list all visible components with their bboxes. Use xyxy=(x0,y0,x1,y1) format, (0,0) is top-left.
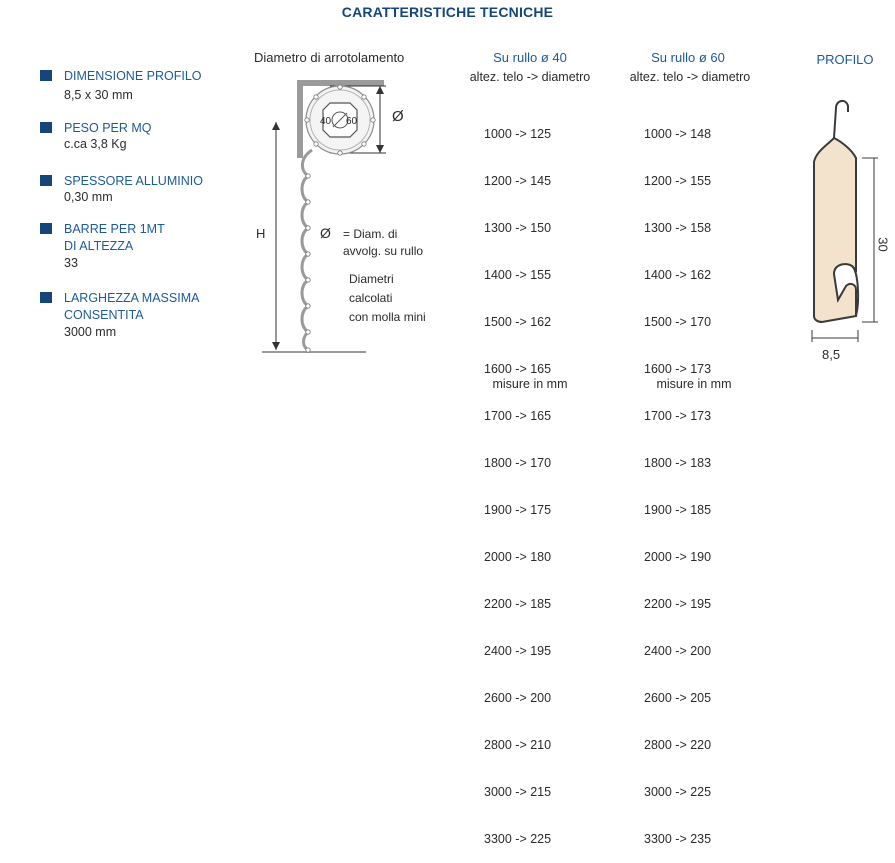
diagram-title: Diametro di arrotolamento xyxy=(254,50,405,65)
profile-width-label: 8,5 xyxy=(822,347,841,362)
spec-label-line1: LARGHEZZA MASSIMA xyxy=(64,291,200,305)
spec-value: 0,30 mm xyxy=(64,190,113,204)
list-item: 1200 -> 145 xyxy=(484,174,552,189)
legend-line2: avvolg. su rullo xyxy=(343,244,424,258)
list-item: 1700 -> 173 xyxy=(644,409,712,424)
height-label: H xyxy=(256,226,266,241)
list-item: 1800 -> 170 xyxy=(484,456,552,471)
spec-value: 8,5 x 30 mm xyxy=(64,88,133,102)
list-item: 2600 -> 200 xyxy=(484,690,552,705)
list-item: 1400 -> 155 xyxy=(484,268,552,283)
list-item: 1300 -> 150 xyxy=(484,221,552,236)
spec-label: SPESSORE ALLUMINIO xyxy=(64,174,203,188)
col40-subheading: altez. telo -> diametro xyxy=(469,70,591,84)
roller-label-40: 40 xyxy=(320,116,332,127)
list-item: 2400 -> 200 xyxy=(644,643,712,658)
list-item: 1000 -> 148 xyxy=(644,127,712,142)
list-item: 1600 -> 173 xyxy=(644,362,712,377)
spec-value: 33 xyxy=(64,256,78,270)
list-item: 2000 -> 190 xyxy=(644,550,712,565)
list-item: 1300 -> 158 xyxy=(644,221,712,236)
spec-value: c.ca 3,8 Kg xyxy=(64,137,127,151)
list-item: 1500 -> 162 xyxy=(484,315,552,330)
list-item: 2200 -> 195 xyxy=(644,597,712,611)
note-line2: calcolati xyxy=(349,291,393,305)
page-title: CARATTERISTICHE TECNICHE xyxy=(341,4,554,20)
list-item: 1900 -> 175 xyxy=(484,503,552,518)
list-item: 2600 -> 205 xyxy=(644,690,712,705)
list-item: 1000 -> 125 xyxy=(484,127,552,142)
list-item: 3000 -> 225 xyxy=(644,784,712,799)
spec-label: PESO PER MQ xyxy=(64,121,152,135)
col40-footer: misure in mm xyxy=(492,377,568,391)
spec-label-line1: BARRE PER 1MT xyxy=(64,222,165,236)
col60-footer: misure in mm xyxy=(656,377,732,391)
spec-label-line2: CONSENTITA xyxy=(64,308,144,322)
spec-value: 3000 mm xyxy=(64,325,117,339)
spec-label-line2: DI ALTEZZA xyxy=(64,239,134,253)
spec-label: DIMENSIONE PROFILO xyxy=(64,69,202,83)
col60-heading: Su rullo ø 60 xyxy=(651,50,725,65)
list-item: 2800 -> 220 xyxy=(644,737,712,752)
legend-diameter-symbol: Ø xyxy=(320,225,331,241)
list-item: 3300 -> 235 xyxy=(644,831,712,846)
col40-heading: Su rullo ø 40 xyxy=(493,50,567,65)
list-item: 2000 -> 180 xyxy=(484,550,552,565)
diameter-symbol: Ø xyxy=(392,108,404,125)
list-item: 2800 -> 210 xyxy=(484,737,552,752)
col60-subheading: altez. telo -> diametro xyxy=(629,70,751,84)
note-line3: con molla mini xyxy=(349,310,426,324)
list-item: 3300 -> 225 xyxy=(484,831,552,846)
roller-label-60: 60 xyxy=(346,116,358,127)
note-line1: Diametri xyxy=(349,272,394,286)
list-item: 1700 -> 165 xyxy=(484,409,552,424)
profile-heading: PROFILO xyxy=(816,52,874,67)
profile-height-label: 30 xyxy=(875,237,891,252)
legend-line1: = Diam. di xyxy=(343,227,398,241)
list-item: 1200 -> 155 xyxy=(644,174,712,189)
list-item: 1400 -> 162 xyxy=(644,268,712,283)
list-item: 1900 -> 185 xyxy=(644,503,712,518)
list-item: 1800 -> 183 xyxy=(644,456,712,471)
list-item: 1500 -> 170 xyxy=(644,315,712,330)
list-item: 2200 -> 185 xyxy=(484,597,552,611)
list-item: 3000 -> 215 xyxy=(484,784,552,799)
list-item: 2400 -> 195 xyxy=(484,643,552,658)
profile-drawing xyxy=(0,0,895,402)
list-item: 1600 -> 165 xyxy=(484,362,552,377)
